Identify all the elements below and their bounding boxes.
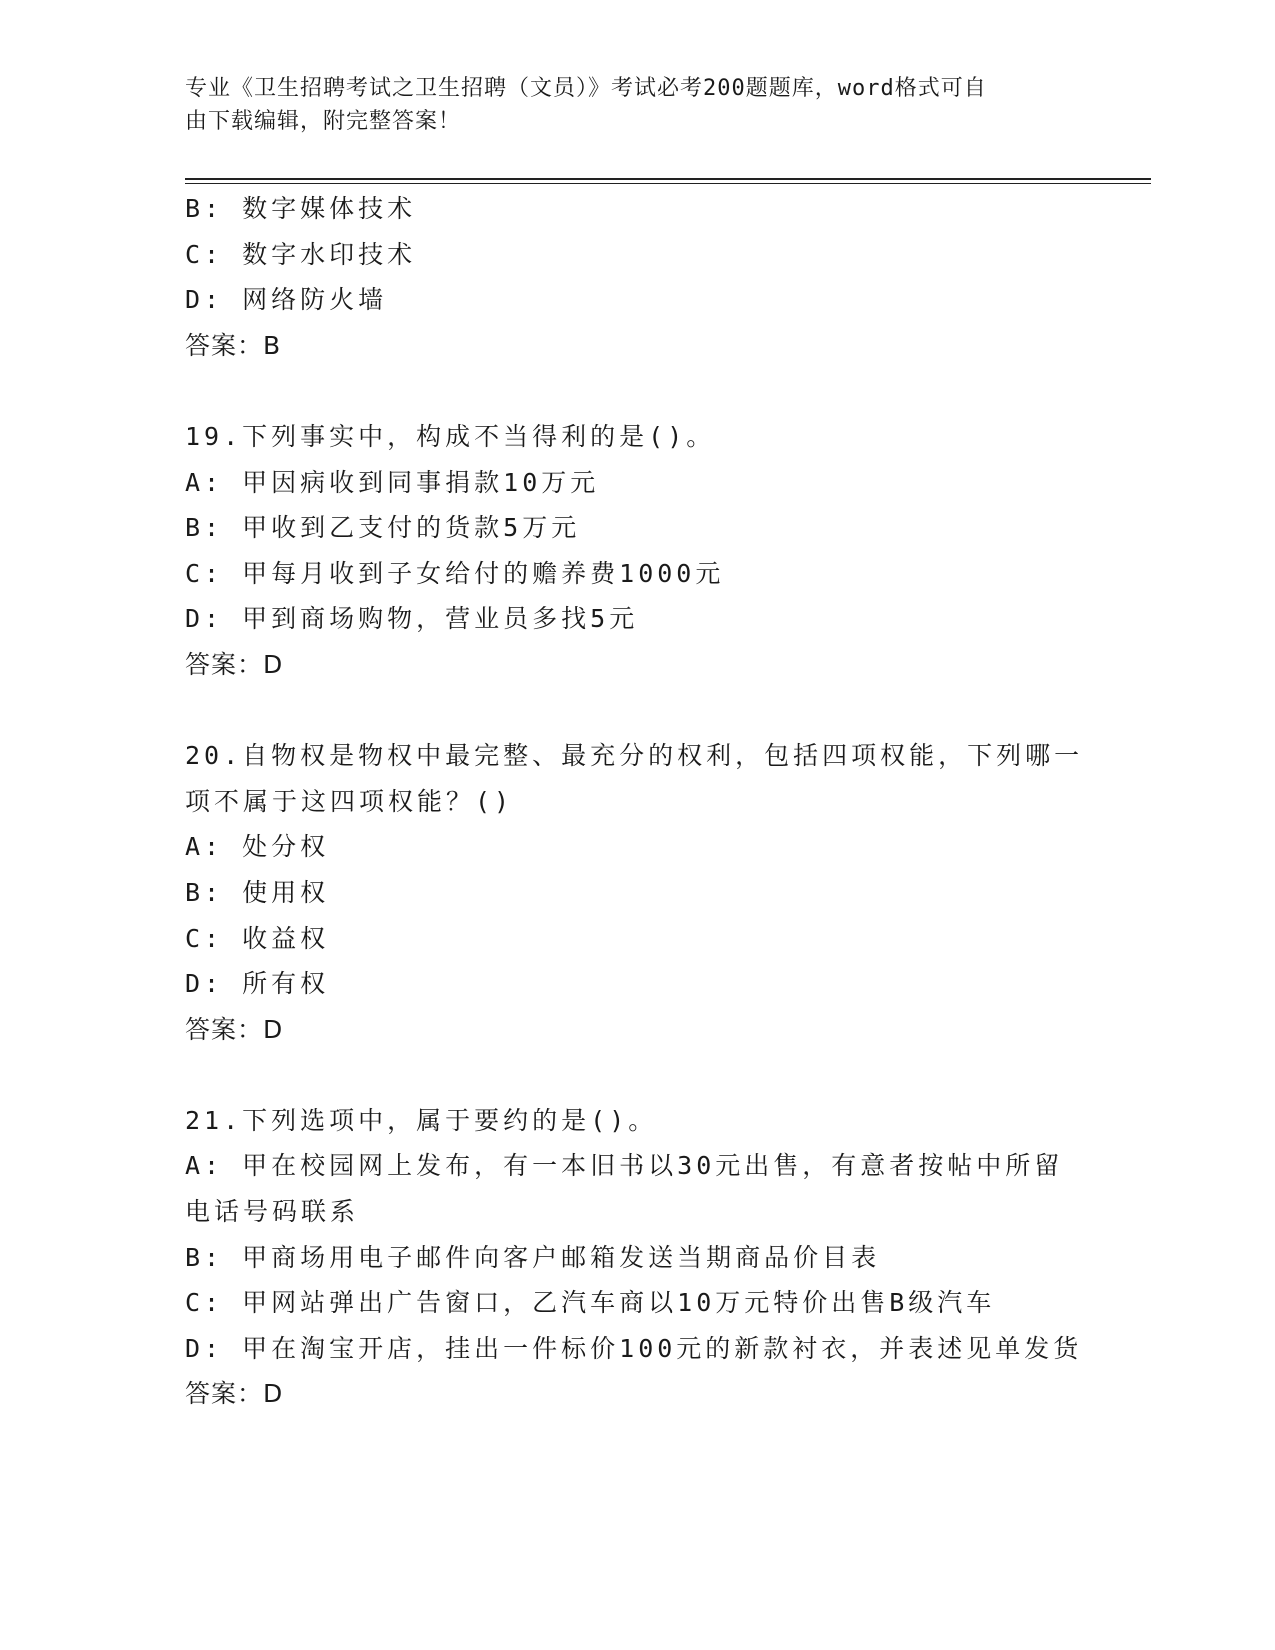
option-c: C: 甲网站弹出广告窗口，乙汽车商以10万元特价出售B级汽车 <box>185 1288 996 1318</box>
header-line-1: 专业《卫生招聘考试之卫生招聘（文员）》考试必考200题题库，word格式可自 <box>185 76 987 101</box>
option-d: D: 所有权 <box>185 969 330 999</box>
previous-question-block <box>185 186 1085 368</box>
option-b: B: 数字媒体技术 <box>185 194 417 223</box>
option-b: B: 甲商场用电子邮件向客户邮箱发送当期商品价目表 <box>185 1242 881 1272</box>
spacer <box>185 688 1085 734</box>
question-stem: 20.自物权是物权中最完整、最充分的权利，包括四项权能，下列哪一 <box>185 741 1084 771</box>
question-21 <box>185 1098 1085 1417</box>
option-a: A: 甲因病收到同事捐款10万元 <box>185 467 600 497</box>
header-line-2: 由下载编辑，附完整答案！ <box>185 109 462 134</box>
option-a-continued: 电话号码联系 <box>185 1197 360 1227</box>
option-b: B: 甲收到乙支付的货款5万元 <box>185 513 581 543</box>
header-divider-thin <box>185 183 1151 184</box>
spacer <box>185 368 1085 414</box>
answer-line: 答案：B <box>185 330 282 360</box>
option-d: D: 甲在淘宝开店，挂出一件标价100元的新款衬衣，并表述见单发货 <box>185 1333 1083 1363</box>
question-stem: 19.下列事实中，构成不当得利的是()。 <box>185 421 716 451</box>
option-b: B: 使用权 <box>185 877 330 907</box>
option-a: A: 处分权 <box>185 832 330 862</box>
question-20 <box>185 733 1085 1052</box>
question-19 <box>185 414 1085 688</box>
question-stem: 21.下列选项中，属于要约的是()。 <box>185 1105 658 1135</box>
question-stem-continued: 项不属于这四项权能？() <box>185 786 514 816</box>
option-c: C: 甲每月收到子女给付的赡养费1000元 <box>185 558 725 588</box>
option-d: D: 网络防火墙 <box>185 285 388 315</box>
option-d: D: 甲到商场购物，营业员多找5元 <box>185 604 639 634</box>
option-c: C: 数字水印技术 <box>185 239 417 269</box>
answer-line: 答案：D <box>185 1014 284 1044</box>
spacer <box>185 1052 1085 1098</box>
document-header <box>185 72 1065 138</box>
answer-line: 答案：D <box>185 1379 284 1409</box>
answer-line: 答案：D <box>185 649 284 679</box>
header-divider-thick <box>185 178 1151 180</box>
question-content <box>185 186 1085 1417</box>
option-a: A: 甲在校园网上发布，有一本旧书以30元出售，有意者按帖中所留 <box>185 1151 1064 1181</box>
option-c: C: 收益权 <box>185 923 330 953</box>
